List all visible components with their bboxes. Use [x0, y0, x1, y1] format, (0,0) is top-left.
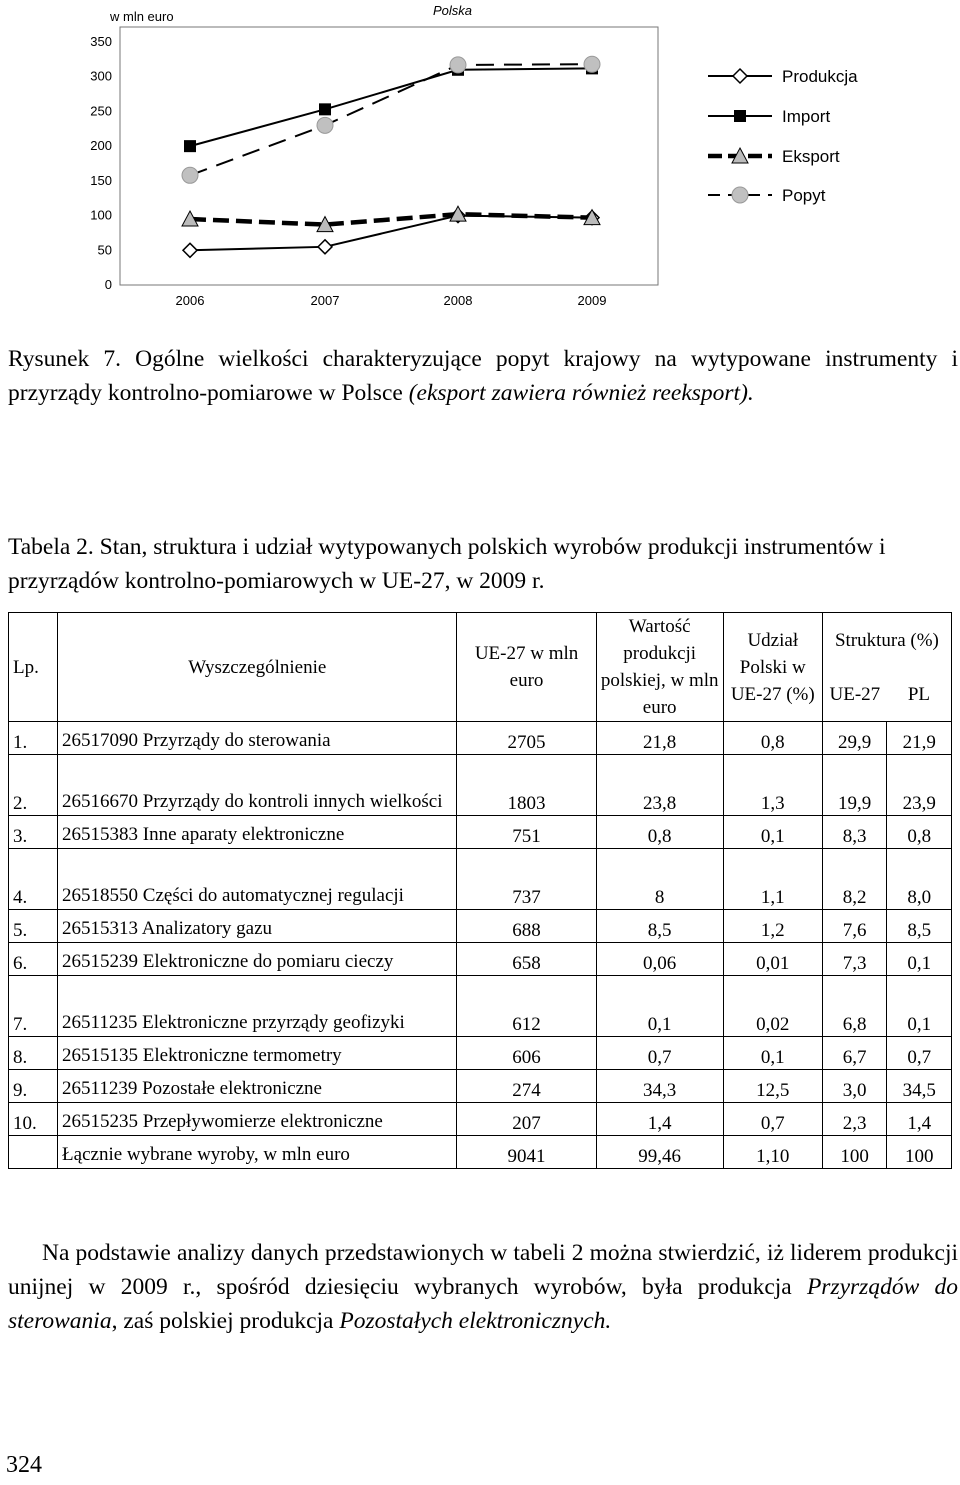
caption-text: Rysunek 7. Ogólne wielkości charakteryzujące popyt krajowy na wytypowane instrumenty i przyrządy kontrolno-pomiarowe w Polsce: [8, 346, 958, 406]
plot-area: [120, 27, 658, 285]
table-title: Tabela 2. Stan, struktura i udział wytypowanych polskich wyrobów produkcji instrumentów i przyrządów kontrolno-pomiarowych w UE-27, w 2009 r.: [8, 534, 886, 594]
row-value: 34,3: [596, 1070, 723, 1103]
row-s-pl: 23,9: [887, 755, 952, 816]
row-s-ue: 6,7: [822, 1037, 887, 1070]
row-desc: 26517090 Przyrządy do sterowania: [58, 722, 457, 755]
data-point-import: [184, 140, 196, 152]
table-row: [9, 816, 952, 849]
row-s-ue: 2,3: [822, 1103, 887, 1136]
legend-label: Import: [782, 107, 831, 126]
row-desc: 26511235 Elektroniczne przyrządy geofizyki: [58, 976, 457, 1037]
row-ue: 612: [457, 976, 596, 1037]
header-structure-ue: UE-27: [822, 667, 887, 722]
data-point-popyt: [182, 167, 198, 183]
table-total-row: [9, 1136, 952, 1169]
figure-caption: [8, 342, 958, 410]
page-number: 324: [6, 1452, 42, 1478]
total-s-pl: 100: [887, 1136, 952, 1169]
table-row: [9, 976, 952, 1037]
row-share: 1,1: [723, 849, 822, 910]
row-s-pl: 8,5: [887, 910, 952, 943]
row-s-pl: 0,1: [887, 976, 952, 1037]
row-desc: 26518550 Części do automatycznej regulacji: [58, 849, 457, 910]
chart-title: Polska: [433, 3, 473, 18]
total-lp: [9, 1136, 58, 1169]
table-row: [9, 755, 952, 816]
row-value: 0,7: [596, 1037, 723, 1070]
y-tick-label: 50: [97, 242, 112, 258]
line-chart: [0, 0, 960, 320]
table-body: [9, 722, 952, 1169]
row-s-pl: 8,0: [887, 849, 952, 910]
row-s-ue: 3,0: [822, 1070, 887, 1103]
row-value: 0,8: [596, 816, 723, 849]
data-point-popyt: [584, 56, 600, 72]
table-row: [9, 1103, 952, 1136]
total-value: 99,46: [596, 1136, 723, 1169]
row-desc: 26515235 Przepływomierze elektroniczne: [58, 1103, 457, 1136]
legend-marker-popyt: [732, 187, 748, 203]
y-tick-label: 300: [90, 68, 112, 84]
legend-marker-produkcja: [733, 69, 747, 83]
row-desc: 26515135 Elektroniczne termometry: [58, 1037, 457, 1070]
y-tick-label: 250: [90, 103, 112, 119]
caption-italic: (eksport zawiera również reeksport).: [408, 380, 754, 406]
row-share: 0,8: [723, 722, 822, 755]
legend-label: Eksport: [782, 147, 840, 166]
row-share: 0,01: [723, 943, 822, 976]
row-share: 12,5: [723, 1070, 822, 1103]
row-ue: 207: [457, 1103, 596, 1136]
row-ue: 274: [457, 1070, 596, 1103]
row-ue: 751: [457, 816, 596, 849]
row-share: 0,7: [723, 1103, 822, 1136]
row-desc: 26515313 Analizatory gazu: [58, 910, 457, 943]
legend-label: Produkcja: [782, 67, 858, 86]
y-axis-label: w mln euro: [110, 9, 174, 24]
header-structure-pl: PL: [887, 667, 952, 722]
y-tick-label: 150: [90, 172, 112, 188]
para-text-2: , zaś polskiej produkcja: [111, 1308, 340, 1334]
data-point-popyt: [317, 117, 333, 133]
table-row: [9, 849, 952, 910]
row-value: 21,8: [596, 722, 723, 755]
x-tick-label: 2007: [310, 293, 340, 308]
row-s-ue: 19,9: [822, 755, 887, 816]
table-row: [9, 1070, 952, 1103]
data-point-import: [319, 103, 331, 115]
header-desc: Wyszczególnienie: [58, 613, 457, 722]
header-structure: Struktura (%): [822, 613, 951, 668]
row-value: 23,8: [596, 755, 723, 816]
row-desc: 26515383 Inne aparaty elektroniczne: [58, 816, 457, 849]
legend-label: Popyt: [782, 186, 826, 205]
row-lp: 3.: [9, 816, 58, 849]
row-value: 8: [596, 849, 723, 910]
row-desc: 26515239 Elektroniczne do pomiaru cieczy: [58, 943, 457, 976]
total-s-ue: 100: [822, 1136, 887, 1169]
row-ue: 688: [457, 910, 596, 943]
row-lp: 10.: [9, 1103, 58, 1136]
header-ue: UE-27 w mln euro: [457, 613, 596, 722]
row-s-pl: 0,7: [887, 1037, 952, 1070]
total-desc: Łącznie wybrane wyroby, w mln euro: [58, 1136, 457, 1169]
table-row: [9, 910, 952, 943]
row-ue: 1803: [457, 755, 596, 816]
para-italic-1: Przyrządów do sterowania: [8, 1274, 958, 1334]
row-ue: 2705: [457, 722, 596, 755]
row-lp: 5.: [9, 910, 58, 943]
row-value: 0,1: [596, 976, 723, 1037]
row-share: 1,2: [723, 910, 822, 943]
row-desc: 26511239 Pozostałe elektroniczne: [58, 1070, 457, 1103]
header-lp: Lp.: [9, 613, 58, 722]
row-value: 8,5: [596, 910, 723, 943]
chart-svg: [0, 0, 960, 320]
row-s-ue: 8,3: [822, 816, 887, 849]
data-point-popyt: [450, 57, 466, 73]
y-tick-label: 200: [90, 138, 112, 154]
row-desc: 26516670 Przyrządy do kontroli innych wielkości: [58, 755, 457, 816]
row-s-ue: 8,2: [822, 849, 887, 910]
row-ue: 737: [457, 849, 596, 910]
row-s-ue: 7,3: [822, 943, 887, 976]
row-share: 1,3: [723, 755, 822, 816]
row-s-pl: 0,8: [887, 816, 952, 849]
row-lp: 4.: [9, 849, 58, 910]
row-share: 0,1: [723, 816, 822, 849]
row-s-ue: 7,6: [822, 910, 887, 943]
table-row: [9, 722, 952, 755]
x-tick-label: 2009: [577, 293, 607, 308]
y-tick-label: 100: [90, 207, 112, 223]
data-table: [8, 612, 952, 1169]
row-lp: 6.: [9, 943, 58, 976]
row-ue: 658: [457, 943, 596, 976]
y-tick-label: 0: [104, 277, 112, 292]
para-italic-2: Pozostałych elektronicznych.: [339, 1308, 612, 1334]
body-paragraph: [8, 1236, 958, 1338]
row-s-pl: 34,5: [887, 1070, 952, 1103]
para-text-1: Na podstawie analizy danych przedstawionych w tabeli 2 można stwierdzić, iż liderem produkcji unijnej w 2009 r., spośród dziesięciu wybranych wyrobów, była produkcja: [8, 1240, 958, 1300]
x-tick-label: 2008: [443, 293, 473, 308]
x-tick-label: 2006: [175, 293, 205, 308]
row-s-ue: 29,9: [822, 722, 887, 755]
row-s-pl: 0,1: [887, 943, 952, 976]
header-value: Wartość produkcji polskiej, w mln euro: [596, 613, 723, 722]
row-value: 1,4: [596, 1103, 723, 1136]
row-lp: 1.: [9, 722, 58, 755]
header-share: Udział Polski w UE-27 (%): [723, 613, 822, 722]
row-s-pl: 1,4: [887, 1103, 952, 1136]
total-ue: 9041: [457, 1136, 596, 1169]
row-s-pl: 21,9: [887, 722, 952, 755]
row-lp: 9.: [9, 1070, 58, 1103]
row-ue: 606: [457, 1037, 596, 1070]
table-row: [9, 1037, 952, 1070]
row-s-ue: 6,8: [822, 976, 887, 1037]
total-share: 1,10: [723, 1136, 822, 1169]
y-tick-label: 350: [90, 34, 112, 49]
legend-marker-import: [734, 110, 746, 122]
row-share: 0,1: [723, 1037, 822, 1070]
row-lp: 7.: [9, 976, 58, 1037]
row-lp: 2.: [9, 755, 58, 816]
table-row: [9, 943, 952, 976]
row-lp: 8.: [9, 1037, 58, 1070]
row-value: 0,06: [596, 943, 723, 976]
row-share: 0,02: [723, 976, 822, 1037]
